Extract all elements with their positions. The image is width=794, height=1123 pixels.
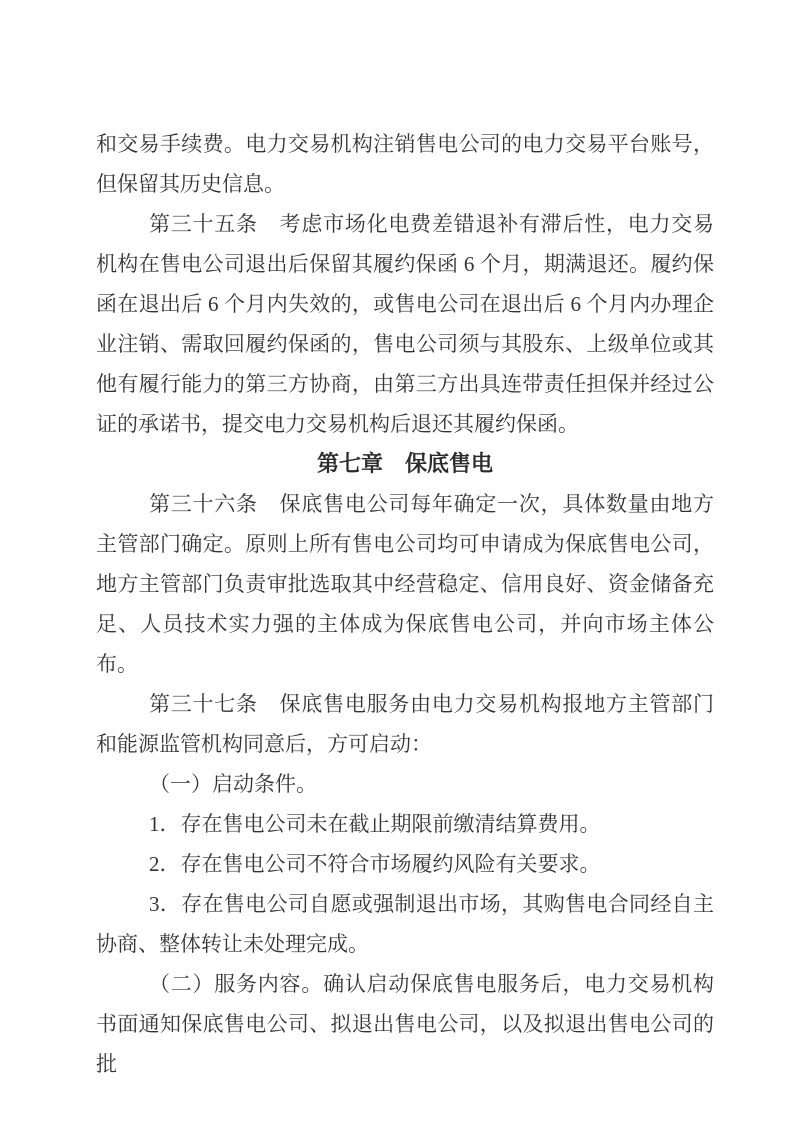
- document-content: [96, 124, 714, 1084]
- paragraph-item-2-service-content: （二）服务内容。确认启动保底售电服务后，电力交易机构书面通知保底售电公司、拟退出售电公司，以及拟退出售电公司的批: [96, 972, 714, 1076]
- paragraph-account-cancellation-continuation: 和交易手续费。电力交易机构注销售电公司的电力交易平台账号，但保留其历史信息。: [96, 132, 714, 196]
- paragraph-article-37: 第三十七条 保底售电服务由电力交易机构报地方主管部门和能源监管机构同意后，方可启动：: [96, 692, 714, 756]
- chapter-7-heading: 第七章 保底售电: [316, 451, 493, 476]
- paragraph-article-35: 第三十五条 考虑市场化电费差错退补有滞后性，电力交易机构在售电公司退出后保留其履约保函 6 个月，期满退还。履约保函在退出后 6 个月内失效的，或售电公司在退出后 6 个月内办理企业注销、需取回履约保函的，售电公司须与其股东、上级单位或其他有履行能力的第三方协商，由第三方出具连带责任担保并经过公证的承诺书，提交电力交易机构后退还其履约保函。: [96, 212, 714, 436]
- paragraph-condition-1: 1．存在售电公司未在截止期限前缴清结算费用。: [149, 812, 601, 836]
- paragraph-article-36: 第三十六条 保底售电公司每年确定一次，具体数量由地方主管部门确定。原则上所有售电公司均可申请成为保底售电公司，地方主管部门负责审批选取其中经营稳定、信用良好、资金储备充足、人员技术实力强的主体成为保底售电公司，并向市场主体公布。: [96, 492, 714, 676]
- paragraph-item-1-conditions: （一）启动条件。: [149, 772, 317, 796]
- paragraph-condition-2: 2．存在售电公司不符合市场履约风险有关要求。: [149, 852, 601, 876]
- paragraph-condition-3: 3．存在售电公司自愿或强制退出市场，其购售电合同经自主协商、整体转让未处理完成。: [96, 892, 714, 956]
